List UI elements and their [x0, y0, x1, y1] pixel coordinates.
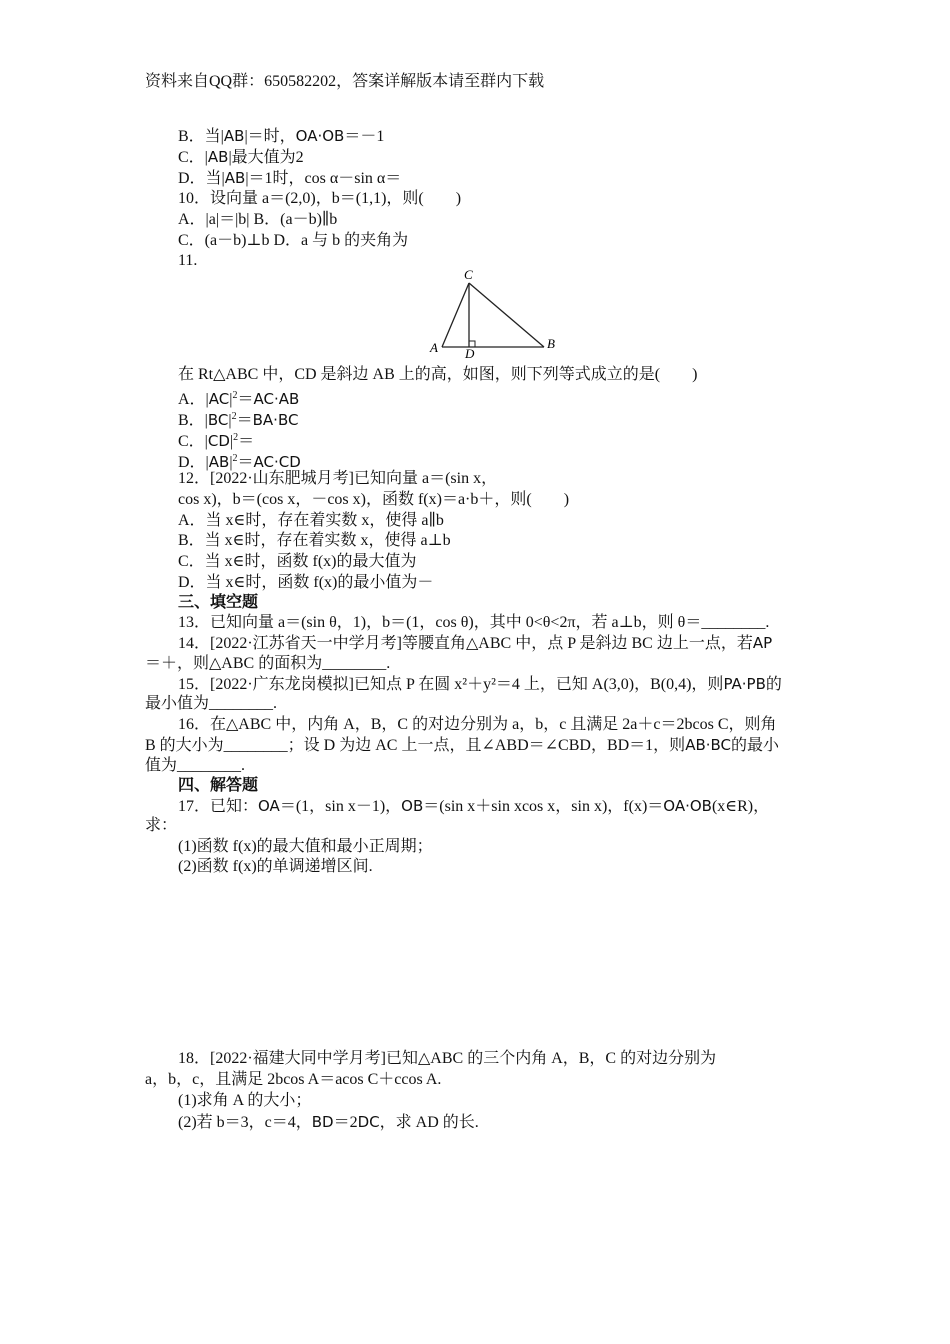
- option-9b: [178, 126, 384, 147]
- vector: BD: [311, 1113, 334, 1131]
- vector-ab: AB: [224, 169, 246, 187]
- exponent: 2: [231, 411, 237, 422]
- section-heading-fill: 三、填空题: [178, 594, 259, 611]
- text: |最大值为2: [228, 149, 304, 166]
- text: D．当|: [178, 170, 225, 187]
- text: |: [229, 433, 234, 450]
- exponent: 2: [232, 453, 238, 464]
- text: ＝2: [333, 1114, 358, 1131]
- label-b: B: [547, 336, 555, 351]
- text: ＝: [238, 433, 255, 450]
- question-16-line2: [145, 735, 779, 756]
- question-18-line1: 18．[2022·福建大同中学月考]已知△ABC 的三个内角 A，B，C 的对边分别为: [178, 1050, 717, 1067]
- vector-product: PA·PB: [723, 675, 766, 693]
- text: D．|: [178, 454, 209, 471]
- text: B 的大小为________；设 D 为边 AC 上一点，且∠ABD＝∠CBD，BD＝1，则: [145, 737, 686, 754]
- text: ＝: [236, 412, 253, 429]
- text: 的: [765, 676, 782, 693]
- option-9c: [178, 147, 304, 168]
- vector: OB: [401, 797, 424, 815]
- vector-product: BA·BC: [252, 411, 299, 429]
- text: 14．[2022·江苏省天一中学月考]等腰直角△ABC 中，点 P 是斜边 BC 边上一点，若: [178, 635, 753, 652]
- vector-product: AB·BC: [685, 736, 732, 754]
- question-14-line2: ＝＋，则△ABC 的面积为________.: [145, 655, 391, 672]
- question-11: 在 Rt△ABC 中，CD 是斜边 AB 上的高，如图，则下列等式成立的是( ): [178, 366, 698, 383]
- option-9d: [178, 168, 401, 189]
- question-17-line1: [178, 796, 769, 817]
- vector: CD: [207, 432, 230, 450]
- question-17-part1: (1)函数 f(x)的最大值和最小正周期；: [178, 838, 433, 855]
- text: |: [229, 391, 233, 408]
- text: |: [228, 412, 232, 429]
- text: B．|: [178, 412, 208, 429]
- option-12c: C．当 x∈时，函数 f(x)的最大值为: [178, 553, 417, 570]
- vector: DC: [357, 1113, 380, 1131]
- text: 的最小: [731, 737, 780, 754]
- text: ＝(sin x＋sin xcos x，sin x)，f(x)＝: [423, 798, 664, 815]
- option-10cd: C．(a－b)⊥b D．a 与 b 的夹角为: [178, 232, 409, 249]
- text: ＝－1: [344, 128, 385, 145]
- question-16-line1: 16．在△ABC 中，内角 A，B，C 的对边分别为 a，b，c 且满足 2a＋c＝2bcos C，则角: [178, 716, 777, 733]
- question-10: 10．设向量 a＝(2,0)，b＝(1,1)，则( ): [178, 190, 462, 207]
- triangle-figure: [420, 266, 560, 362]
- text: ，求 AD 的长.: [379, 1114, 479, 1131]
- option-12a: A．当 x∈时，存在着实数 x，使得 a∥b: [178, 512, 444, 529]
- label-a: A: [430, 340, 438, 355]
- vector: AP: [752, 634, 773, 652]
- label-d: D: [465, 346, 475, 361]
- question-17-line2: 求：: [145, 817, 178, 834]
- question-11-number: 11.: [178, 252, 198, 269]
- text: |: [229, 454, 233, 471]
- text: 15．[2022·广东龙岗模拟]已知点 P 在圆 x²＋y²＝4 上，已知 A(3,0)，B(0,4)，则: [178, 676, 724, 693]
- vector-ab: AB: [223, 127, 245, 145]
- question-17-part2: (2)函数 f(x)的单调递增区间.: [178, 858, 373, 875]
- exponent: 2: [233, 432, 239, 443]
- question-14-line1: [178, 633, 772, 654]
- question-18-part2: [178, 1112, 479, 1133]
- vector-product: OA·OB: [295, 127, 345, 145]
- vector-product: AC·CD: [253, 453, 301, 471]
- vector: OA: [258, 797, 280, 815]
- text: |＝时，: [244, 128, 296, 145]
- exponent: 2: [232, 390, 238, 401]
- option-12b: B．当 x∈时，存在着实数 x，使得 a⊥b: [178, 532, 451, 549]
- text: ＝(1，sin x－1)，: [279, 798, 402, 815]
- vector: BC: [207, 411, 229, 429]
- vector: AB: [208, 453, 230, 471]
- question-18-part1: (1)求角 A 的大小；: [178, 1092, 312, 1109]
- vector-ab: AB: [207, 148, 229, 166]
- text: ＝: [237, 454, 254, 471]
- label-c: C: [464, 267, 473, 282]
- text: A．|: [178, 391, 209, 408]
- section-heading-answer: 四、解答题: [178, 777, 259, 794]
- vector: AC: [208, 390, 230, 408]
- text: |＝1时，cos α－sin α＝: [245, 170, 402, 187]
- text: C．|: [178, 433, 208, 450]
- question-15-line2: 最小值为________.: [145, 695, 278, 712]
- option-12d: D．当 x∈时，函数 f(x)的最小值为－: [178, 574, 434, 591]
- vector-product: AC·AB: [253, 390, 300, 408]
- question-13: 13．已知向量 a＝(sin θ，1)，b＝(1，cos θ)，其中 0<θ<2π，若 a⊥b，则 θ＝________.: [178, 614, 770, 631]
- page-header: 资料来自QQ群：650582202，答案详解版本请至群内下载: [145, 73, 545, 90]
- text: ＝: [237, 391, 254, 408]
- text: B．当|: [178, 128, 224, 145]
- question-12-line1: 12．[2022·山东肥城月考]已知向量 a＝(sin x，: [178, 470, 498, 487]
- vector-product: OA·OB: [663, 797, 712, 815]
- text: C．|: [178, 149, 208, 166]
- text: (2)若 b＝3，c＝4，: [178, 1114, 312, 1131]
- side-ac: [442, 283, 469, 347]
- text: (x∈R)，: [711, 798, 770, 815]
- option-10ab: A．|a|＝|b| B．(a－b)∥b: [178, 211, 338, 228]
- side-cb: [469, 283, 544, 347]
- question-12-line2: cos x)，b＝(cos x，－cos x)，函数 f(x)＝a·b＋，则( ): [178, 491, 570, 508]
- text: 17．已知：: [178, 798, 259, 815]
- question-16-line3: 值为________.: [145, 757, 246, 774]
- question-18-line2: a，b，c，且满足 2bcos A＝acos C＋ccos A.: [145, 1071, 442, 1088]
- question-15-line1: [178, 674, 782, 695]
